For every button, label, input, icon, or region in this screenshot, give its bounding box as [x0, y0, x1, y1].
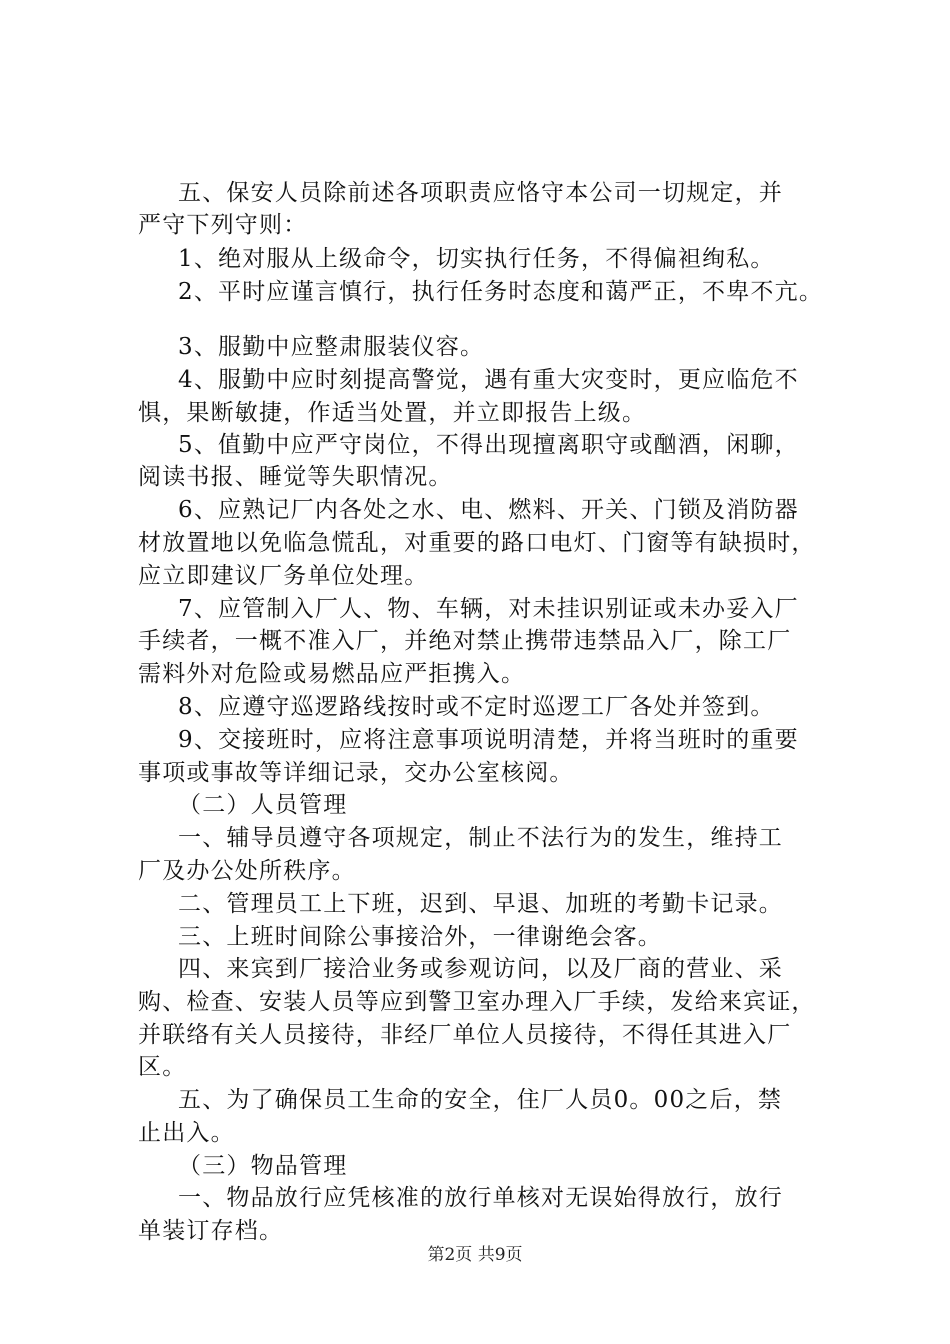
text-line: 二、管理员工上下班，迟到、早退、加班的考勤卡记录。 [178, 891, 783, 917]
page-footer: 第2页 共9页 [427, 1245, 523, 1265]
text-line: 止出入。 [138, 1120, 235, 1146]
text-line: 9、交接班时，应将注意事项说明清楚，并将当班时的重要 [178, 727, 799, 753]
text-line: 一、辅导员遵守各项规定，制止不法行为的发生，维持工 [178, 825, 783, 851]
text-line: 四、来宾到厂接洽业务或参观访问，以及厂商的营业、采 [178, 956, 783, 982]
text-line: 5、值勤中应严守岗位，不得出现擅离职守或酗酒，闲聊， [178, 432, 799, 458]
text-line: 五、为了确保员工生命的安全，住厂人员0。00之后，禁 [178, 1087, 783, 1113]
text-line: 区。 [138, 1054, 187, 1080]
text-line: 并联络有关人员接待，非经厂单位人员接待，不得任其进入厂 [138, 1022, 792, 1048]
text-line: 4、服勤中应时刻提高警觉，遇有重大灾变时，更应临危不 [178, 367, 799, 393]
text-line: 一、物品放行应凭核准的放行单核对无误始得放行，放行 [178, 1185, 783, 1211]
text-line: 事项或事故等详细记录，交办公室核阅。 [138, 760, 574, 786]
text-line: 严守下列守则： [138, 212, 308, 238]
text-line: 阅读书报、睡觉等失职情况。 [138, 464, 453, 490]
text-line: 三、上班时间除公事接洽外，一律谢绝会客。 [178, 924, 662, 950]
text-line: 1、绝对服从上级命令，切实执行任务，不得偏袒绚私。 [178, 246, 775, 272]
section-heading: （二）人员管理 [178, 792, 348, 818]
text-line: 2、平时应谨言慎行，执行任务时态度和蔼严正，不卑不亢。 [178, 279, 824, 305]
text-line: 手续者，一概不准入厂，并绝对禁止携带违禁品入厂，除工厂 [138, 628, 792, 654]
text-line: 需料外对危险或易燃品应严拒携入。 [138, 661, 526, 687]
text-line: 应立即建议厂务单位处理。 [138, 563, 429, 589]
text-line: 3、服勤中应整肃服装仪容。 [178, 334, 485, 360]
text-line: 购、检查、安装人员等应到警卫室办理入厂手续，发给来宾证， [138, 989, 816, 1015]
text-line: 厂及办公处所秩序。 [138, 858, 356, 884]
text-line: 材放置地以免临急慌乱，对重要的路口电灯、门窗等有缺损时， [138, 530, 816, 556]
text-line: 单装订存档。 [138, 1218, 284, 1244]
text-line: 6、应熟记厂内各处之水、电、燃料、开关、门锁及消防器 [178, 497, 799, 523]
text-line: 7、应管制入厂人、物、车辆，对未挂识别证或未办妥入厂 [178, 596, 799, 622]
section-heading: （三）物品管理 [178, 1153, 348, 1179]
text-line: 惧，果断敏捷，作适当处置，并立即报告上级。 [138, 400, 647, 426]
text-line: 8、应遵守巡逻路线按时或不定时巡逻工厂各处并签到。 [178, 694, 775, 720]
text-line: 五、保安人员除前述各项职责应恪守本公司一切规定，并 [178, 180, 783, 206]
